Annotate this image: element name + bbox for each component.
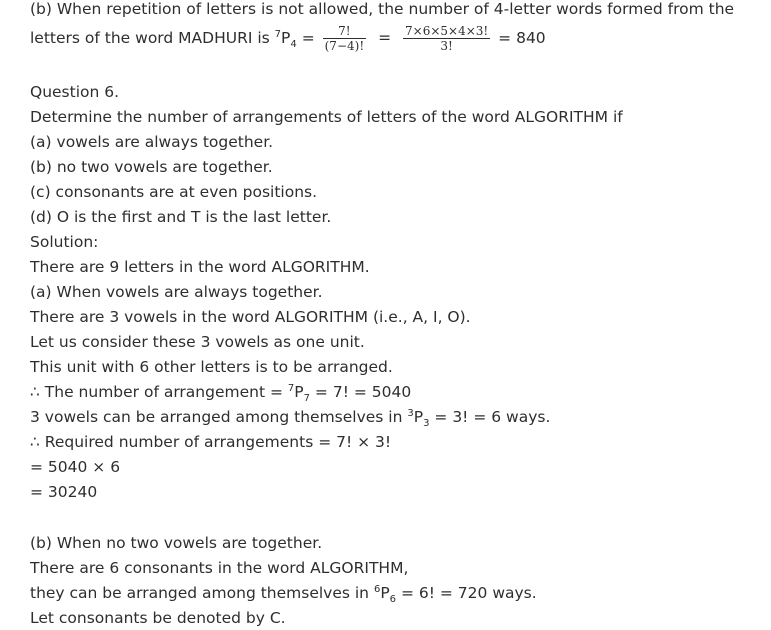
perm-sub: 4 [290, 39, 297, 51]
solution-line-3: There are 3 vowels in the word ALGORITHM (i.e., A, I, O). [30, 308, 471, 326]
solution-line-10: = 30240 [30, 483, 98, 501]
l7-sup: 3 [407, 407, 414, 419]
solution-label: Solution: [30, 233, 99, 251]
question-stem: Determine the number of arrangements of letters of the word ALGORITHM if [30, 108, 623, 126]
l6-sup: 7 [287, 382, 295, 394]
prev-text: letters of the word MADHURI is [30, 29, 275, 47]
question-part-b: (b) no two vowels are together. [30, 158, 273, 176]
question-title: Question 6. [30, 83, 120, 101]
frac-1-num: 7! [323, 24, 367, 39]
eq-1: = [296, 29, 315, 47]
frac-2-num: 7×6×5×4×3! [405, 24, 489, 38]
solution-line-4: Let us consider these 3 vowels as one unit. [30, 333, 365, 351]
question-part-d: (d) O is the first and T is the last letter. [30, 208, 332, 226]
l7-sub: 3 [423, 418, 430, 430]
solution-b-line-1: (b) When no two vowels are together. [30, 534, 323, 552]
line-prev-1: (b) When repetition of letters is not allowed, the number of 4-letter words formed from the [30, 0, 735, 18]
solution-line-5: This unit with 6 other letters is to be arranged. [30, 358, 393, 376]
solution-line-1: There are 9 letters in the word ALGORITHM. [30, 258, 370, 276]
l6-sub: 7 [303, 393, 310, 405]
l7-b: = 3! = 6 ways. [429, 408, 551, 426]
eq-2: = [378, 29, 392, 47]
solution-line-9: = 5040 × 6 [30, 458, 121, 476]
perm-sup: 7 [274, 28, 282, 40]
solution-b-line-4: Let consonants be denoted by C. [30, 609, 286, 627]
perm-p: P [281, 29, 291, 47]
frac-1-den: (7−4)! [324, 39, 365, 53]
fraction-2 [403, 24, 490, 53]
l7-p: P [413, 408, 424, 426]
l6-p: P [294, 383, 304, 401]
solution-line-8: ∴ Required number of arrangements = 7! × 3! [30, 433, 392, 451]
l6-b: = 7! = 5040 [310, 383, 412, 401]
solution-line-6 [30, 382, 412, 405]
b3-p: P [380, 584, 390, 602]
fraction-1 [323, 24, 367, 53]
b3-a: they can be arranged among themselves in [30, 584, 374, 602]
l6-a: ∴ The number of arrangement = [30, 383, 288, 401]
prev-result: = 840 [498, 29, 546, 47]
b3-sup: 6 [373, 583, 381, 595]
b3-sub: 6 [389, 594, 397, 606]
frac-2-den: 3! [440, 39, 453, 53]
solution-line-7 [30, 407, 551, 430]
line-prev-2 [30, 24, 546, 53]
l7-a: 3 vowels can be arranged among themselves in [30, 408, 408, 426]
question-part-a: (a) vowels are always together. [30, 133, 274, 151]
solution-b-line-2: There are 6 consonants in the word ALGORITHM, [30, 559, 409, 577]
b3-b: = 6! = 720 ways. [396, 584, 537, 602]
question-part-c: (c) consonants are at even positions. [30, 183, 318, 201]
solution-line-2: (a) When vowels are always together. [30, 283, 323, 301]
solution-b-line-3 [30, 583, 537, 606]
